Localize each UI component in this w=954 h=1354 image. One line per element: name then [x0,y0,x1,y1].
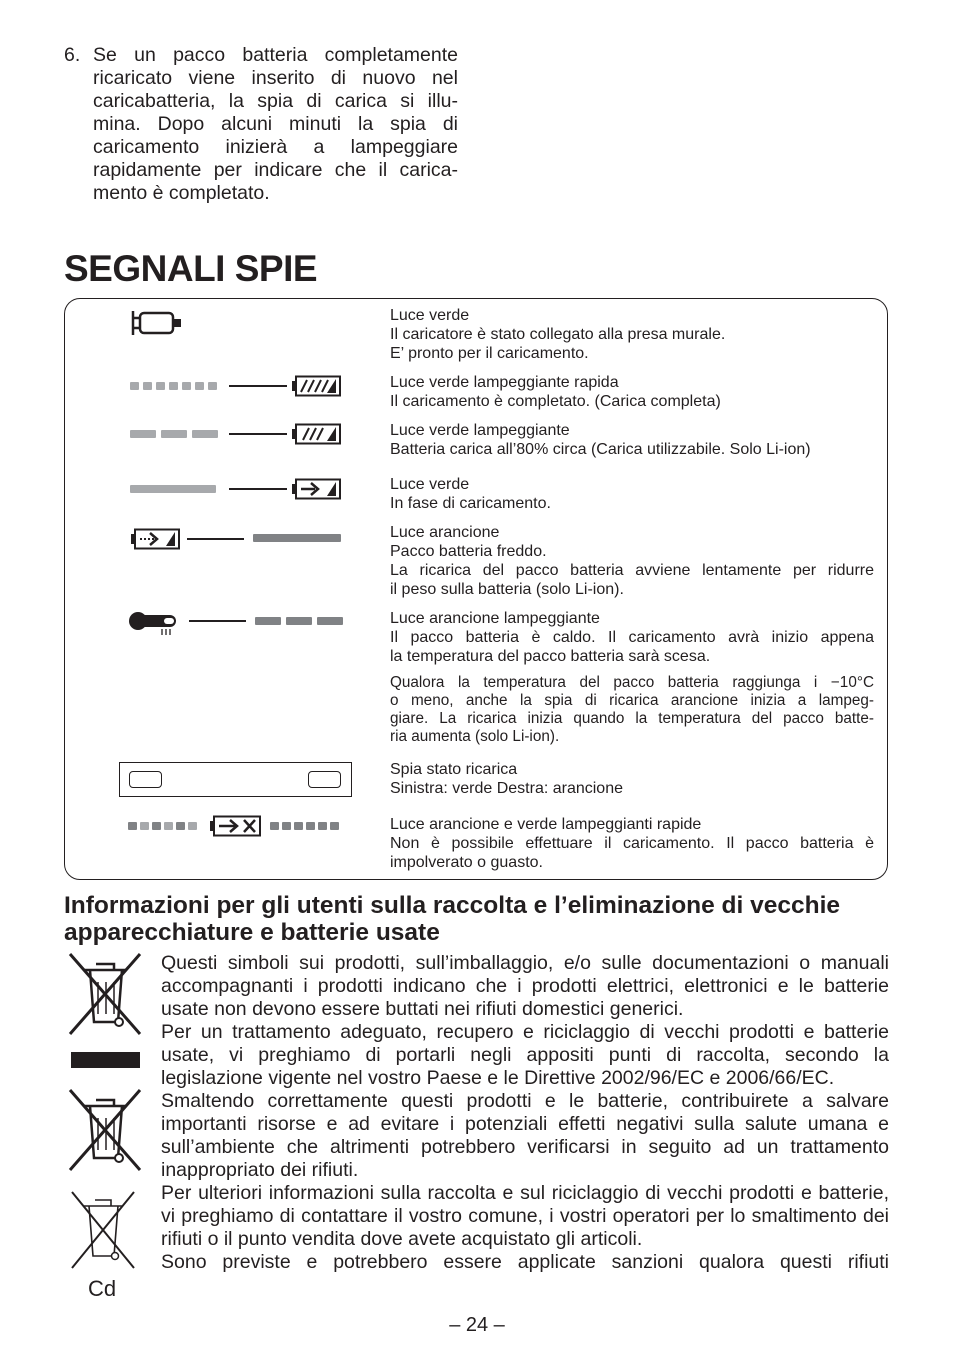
battery-charging-icon [291,478,343,500]
signal-line: In fase di caricamento. [390,495,551,512]
orange-steady-indicator [253,534,341,542]
signal-line: Il caricamento è completato. (Carica completa) [390,393,721,410]
crossed-bin-icon [66,952,144,1036]
text-line: mento è completato. [93,182,270,204]
signal-desc-1 [390,373,874,411]
charge-status-lamp-panel [119,762,352,797]
battery-cold-icon [130,528,182,550]
disposal-heading [64,892,894,946]
signal-line: Luce verde lampeggiante [390,422,570,439]
disposal-body [161,952,889,1274]
signal-line: Luce verde lampeggiante rapida [390,374,619,391]
section-heading: SEGNALI SPIE [64,248,318,289]
text-line: caricamento inizierà a lampeggiare [93,136,458,158]
signal-line: giare. La ricarica inizia quando la temperatura del pacco batte- [390,710,874,727]
crossed-bin-battery-icon [68,1190,138,1270]
page-number: – 24 – [449,1314,505,1336]
rapid-blink-left [128,822,208,832]
rapid-blink-indicator [130,382,220,392]
lamp-right [308,771,341,788]
signal-line: Sinistra: verde Destra: arancione [390,780,623,797]
signal-desc-2 [390,421,874,459]
battery-full-icon [291,375,343,397]
signal-line: ria aumenta (solo Li-ion). [390,728,560,745]
list-item-text [93,44,458,205]
black-bar [71,1052,140,1068]
paragraph: Per un trattamento adeguato, recupero e riciclaggio di vecchi prodotti e batterie usate, vi preghiamo di portarli negli appositi punti di raccolta, secondo la legislazione vigente nel vostro Paese e le Direttive 2002/96/EC e 2006/66/EC. [161,1021,889,1089]
text-line: rapidamente per indicare che il carica- [93,159,458,181]
heading-line: apparecchiature e batterie usate [64,919,440,946]
battery-error-icon [209,815,263,837]
signal-line: Pacco batteria freddo. [390,543,547,560]
signal-line: impolverato o guasto. [390,854,543,871]
signal-line: Luce arancione lampeggiante [390,610,600,627]
signal-line: Qualora la temperatura del pacco batteria raggiunga i −10°C [390,674,874,691]
signal-line: Non è possibile effettuare il caricamento. Il pacco batteria è [390,835,874,852]
signal-line: Batteria carica all’80% circa (Carica utilizzabile. Solo Li-ion) [390,441,811,458]
heading-line: Informazioni per gli utenti sulla raccolta e l’eliminazione di vecchie [64,892,841,919]
signal-desc-7 [390,760,874,798]
rapid-blink-right [270,822,350,832]
signal-line: Luce verde [390,307,470,324]
charger-plug-icon [130,308,186,338]
blink-indicator [130,430,220,440]
orange-blink-indicator [255,617,345,627]
cd-label: Cd [88,1276,117,1301]
battery-80-icon [291,423,343,445]
signal-desc-6 [390,674,874,746]
text-line: caricabatteria, la spia di carica si illu- [93,90,458,112]
signal-line: Il caricatore è stato collegato alla presa murale. [390,326,726,343]
list-item-number: 6. [64,44,81,66]
signal-desc-4 [390,523,874,599]
signal-line: Luce arancione [390,524,500,541]
text-line: mina. Dopo alcuni minuti la spia di [93,113,458,135]
thermometer-hot-icon [128,610,184,638]
lamp-left [129,771,162,788]
paragraph: Questi simboli sui prodotti, sull’imballaggio, e/o sulle documentazioni o manuali accompagnanti i prodotti indicano che i prodotti elettrici, elettronici e le batterie usate non devono essere buttati nei rifiuti domestici generici. [161,952,889,1020]
signal-desc-0 [390,306,874,363]
paragraph: Per ulteriori informazioni sulla raccolta e sul riciclaggio di vecchi prodotti e batterie, vi preghiamo di contattare il vostro comune, i vostri operatori per lo smaltimento dei rifiuti o il punto vendita dove avete acquistato gli articoli. [161,1182,889,1250]
paragraph: Sono previste e potrebbero essere applicate sanzioni qualora questi rifiuti [161,1251,889,1273]
signal-desc-3 [390,475,874,513]
text-line: ricaricato viene inserito di nuovo nel [93,67,458,89]
signal-line: Luce arancione e verde lampeggianti rapide [390,816,702,833]
paragraph: Smaltendo correttamente questi prodotti e le batterie, contribuirete a salvare importanti risorse e ad evitare i potenziali effetti negativi sulla salute umana e sull’ambiente che altrimenti potrebbero verificarsi in seguito ad un trattamento inappropriato dei rifiuti. [161,1090,889,1181]
signal-line: Luce verde [390,476,470,493]
signal-desc-5 [390,609,874,666]
signal-line: E’ pronto per il caricamento. [390,345,589,362]
signal-line: il peso sulla batteria (solo Li-ion). [390,581,624,598]
crossed-bin-icon [66,1088,144,1172]
signal-line: la temperatura del pacco batteria sarà scesa. [390,648,711,665]
signal-line: Il pacco batteria è caldo. Il caricamento avrà inizio appena [390,629,874,646]
steady-indicator [130,485,216,493]
signal-line: o meno, anche la spia di ricarica arancione inizia a lampeg- [390,692,874,709]
text-line: Se un pacco batteria completamente [93,44,458,66]
signal-line: Spia stato ricarica [390,761,518,778]
signal-line: La ricarica del pacco batteria avviene lentamente per ridurre [390,562,874,579]
signal-desc-8 [390,815,874,872]
